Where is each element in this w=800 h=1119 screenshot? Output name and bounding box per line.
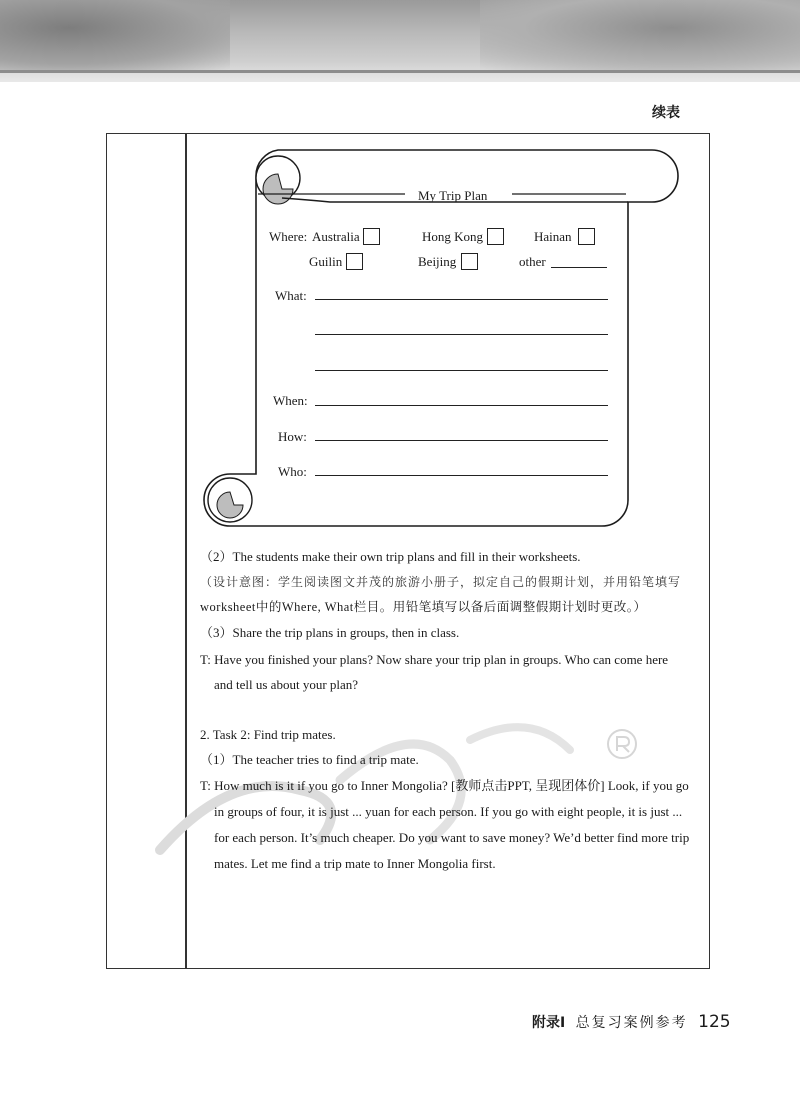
- option-guilin-checkbox[interactable]: [346, 253, 363, 270]
- when-blank[interactable]: [315, 405, 608, 406]
- what-blank-2[interactable]: [315, 334, 608, 335]
- banner-rule: [0, 70, 800, 73]
- step-3-text: （3）Share the trip plans in groups, then in class.: [200, 625, 460, 640]
- continued-label: 续表: [652, 105, 680, 121]
- what-blank-1[interactable]: [315, 299, 608, 300]
- table-column-divider: [185, 134, 187, 968]
- header-banner: [0, 0, 800, 82]
- what-label: What:: [275, 288, 307, 303]
- when-label: When:: [273, 393, 308, 408]
- option-hongkong-checkbox[interactable]: [487, 228, 504, 245]
- teacher-task2-line-4: mates. Let me find a trip mate to Inner Mongolia first.: [214, 856, 496, 871]
- what-blank-3[interactable]: [315, 370, 608, 371]
- option-australia-label: Australia: [312, 229, 360, 244]
- how-blank[interactable]: [315, 440, 608, 441]
- option-australia-checkbox[interactable]: [363, 228, 380, 245]
- option-beijing-label: Beijing: [418, 254, 457, 269]
- teacher-task2-line-2: in groups of four, it is just ... yuan for each person. If you go with eight people, it is just ...: [214, 804, 683, 819]
- option-beijing-checkbox[interactable]: [461, 253, 478, 270]
- option-guilin-label: Guilin: [309, 254, 343, 269]
- option-hainan-checkbox[interactable]: [578, 228, 595, 245]
- step-2-text: （2）The students make their own trip plans and fill in their worksheets.: [200, 549, 581, 564]
- option-hainan-label: Hainan: [534, 229, 572, 244]
- option-other-label: other: [519, 254, 546, 269]
- banner-decoration-right: [480, 0, 800, 70]
- footer-section: 附录Ⅰ: [532, 1015, 566, 1031]
- design-note-line-2: worksheet中的Where, What栏目。用铅笔填写以备后面调整假期计划时更改。）: [200, 600, 647, 614]
- trip-plan-title: My Trip Plan: [418, 188, 488, 203]
- where-label: Where:: [269, 229, 308, 244]
- design-note-line-1: （设计意图：学生阅读图文并茂的旅游小册子，拟定自己的假期计划，并用铅笔填写: [200, 575, 682, 589]
- how-label: How:: [278, 429, 307, 444]
- other-blank[interactable]: [551, 267, 607, 268]
- teacher-task2-line-1: T: How much is it if you go to Inner Mongolia? [教师点击PPT, 呈现团体价] Look, if you go: [200, 778, 689, 793]
- scroll-illustration: [200, 148, 680, 528]
- task-2-heading: 2. Task 2: Find trip mates.: [200, 727, 336, 742]
- who-blank[interactable]: [315, 475, 608, 476]
- teacher-line-2: and tell us about your plan?: [214, 677, 359, 692]
- teacher-task2-line-3: for each person. It’s much cheaper. Do you want to save money? We’d better find more trip: [214, 830, 690, 845]
- option-hongkong-label: Hong Kong: [422, 229, 484, 244]
- footer-title: 总复习案例参考: [575, 1015, 688, 1031]
- task-2-step-1: （1）The teacher tries to find a trip mate.: [200, 752, 419, 767]
- page-footer: [532, 1012, 731, 1032]
- who-label: Who:: [278, 464, 307, 479]
- page-number: 125: [698, 1012, 731, 1032]
- teacher-line-1: T: Have you finished your plans? Now share your trip plan in groups. Who can come here: [200, 652, 669, 667]
- banner-decoration-left: [0, 0, 230, 70]
